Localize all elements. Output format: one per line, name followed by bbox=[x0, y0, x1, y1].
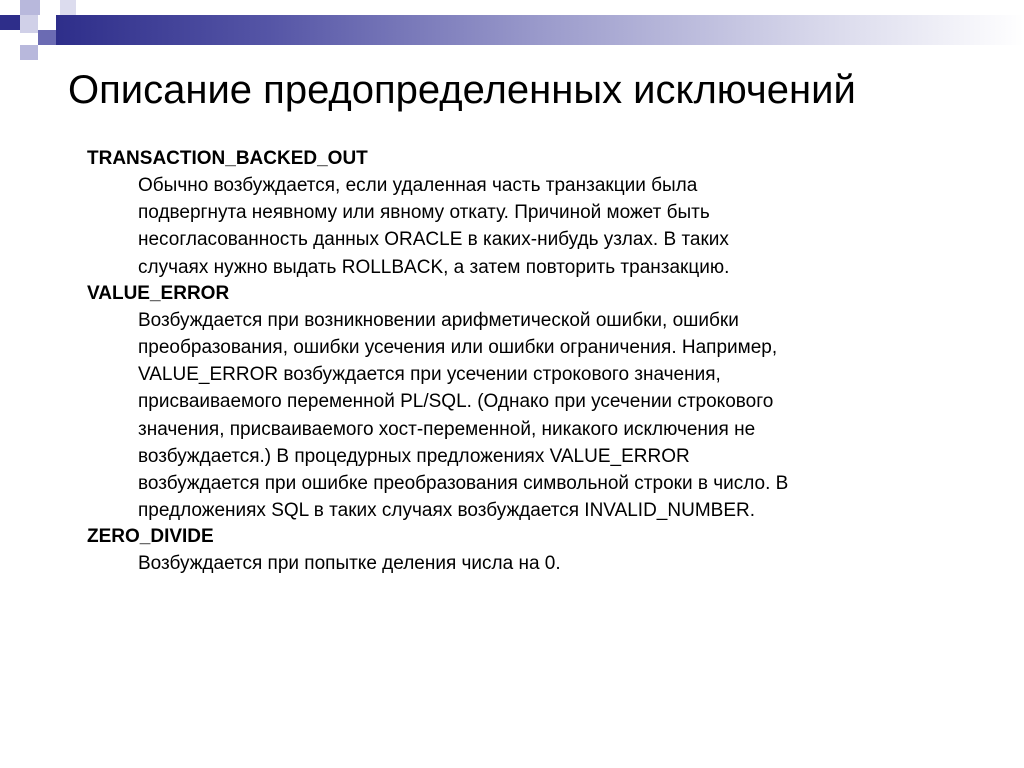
slide-title: Описание предопределенных исключений bbox=[68, 68, 856, 112]
description-line: Возбуждается при возникновении арифметической ошибки, ошибки bbox=[138, 309, 739, 331]
exception-name: ZERO_DIVIDE bbox=[87, 526, 214, 548]
description-line: возбуждается.) В процедурных предложениях VALUE_ERROR bbox=[138, 445, 690, 467]
exceptions-list bbox=[87, 146, 987, 578]
description-line: случаях нужно выдать ROLLBACK, а затем повторить транзакцию. bbox=[138, 256, 730, 278]
exception-name: TRANSACTION_BACKED_OUT bbox=[87, 148, 368, 169]
exception-name: VALUE_ERROR bbox=[87, 282, 230, 304]
description-line: VALUE_ERROR возбуждается при усечении строкового значения, bbox=[138, 364, 721, 386]
description-line: Обычно возбуждается, если удаленная часть транзакции была bbox=[138, 175, 698, 196]
description-line: присваиваемого переменной PL/SQL. (Однако при усечении строкового bbox=[138, 391, 774, 413]
description-line: Возбуждается при попытке деления числа на 0. bbox=[138, 553, 561, 575]
description-line: подвергнута неявному или явному откату. Причиной может быть bbox=[138, 202, 710, 224]
description-line: значения, присваиваемого хост-переменной, никакого исключения не bbox=[138, 418, 756, 440]
decor-square-light-bottom bbox=[20, 45, 38, 60]
description-line: преобразования, ошибки усечения или ошибки ограничения. Например, bbox=[138, 337, 778, 359]
decor-square-mid bbox=[38, 30, 56, 45]
decor-square-light-mid bbox=[20, 15, 38, 33]
exception-item bbox=[87, 281, 987, 525]
decor-square-dark-left bbox=[0, 15, 20, 30]
description-line: возбуждается при ошибке преобразования символьной строки в число. В bbox=[138, 473, 789, 495]
decor-square-small-right bbox=[60, 0, 76, 15]
exception-description bbox=[138, 172, 938, 281]
description-line: несогласованность данных ORACLE в каких-нибудь узлах. В таких bbox=[138, 229, 729, 251]
exception-description bbox=[138, 550, 938, 577]
decor-square-light-top bbox=[20, 0, 40, 15]
exception-item bbox=[87, 146, 987, 281]
header-gradient-bar bbox=[56, 15, 1024, 45]
exception-description bbox=[138, 307, 938, 525]
header-decoration bbox=[0, 0, 1024, 60]
exception-item bbox=[87, 524, 987, 577]
description-line: предложениях SQL в таких случаях возбуждается INVALID_NUMBER. bbox=[138, 500, 755, 522]
